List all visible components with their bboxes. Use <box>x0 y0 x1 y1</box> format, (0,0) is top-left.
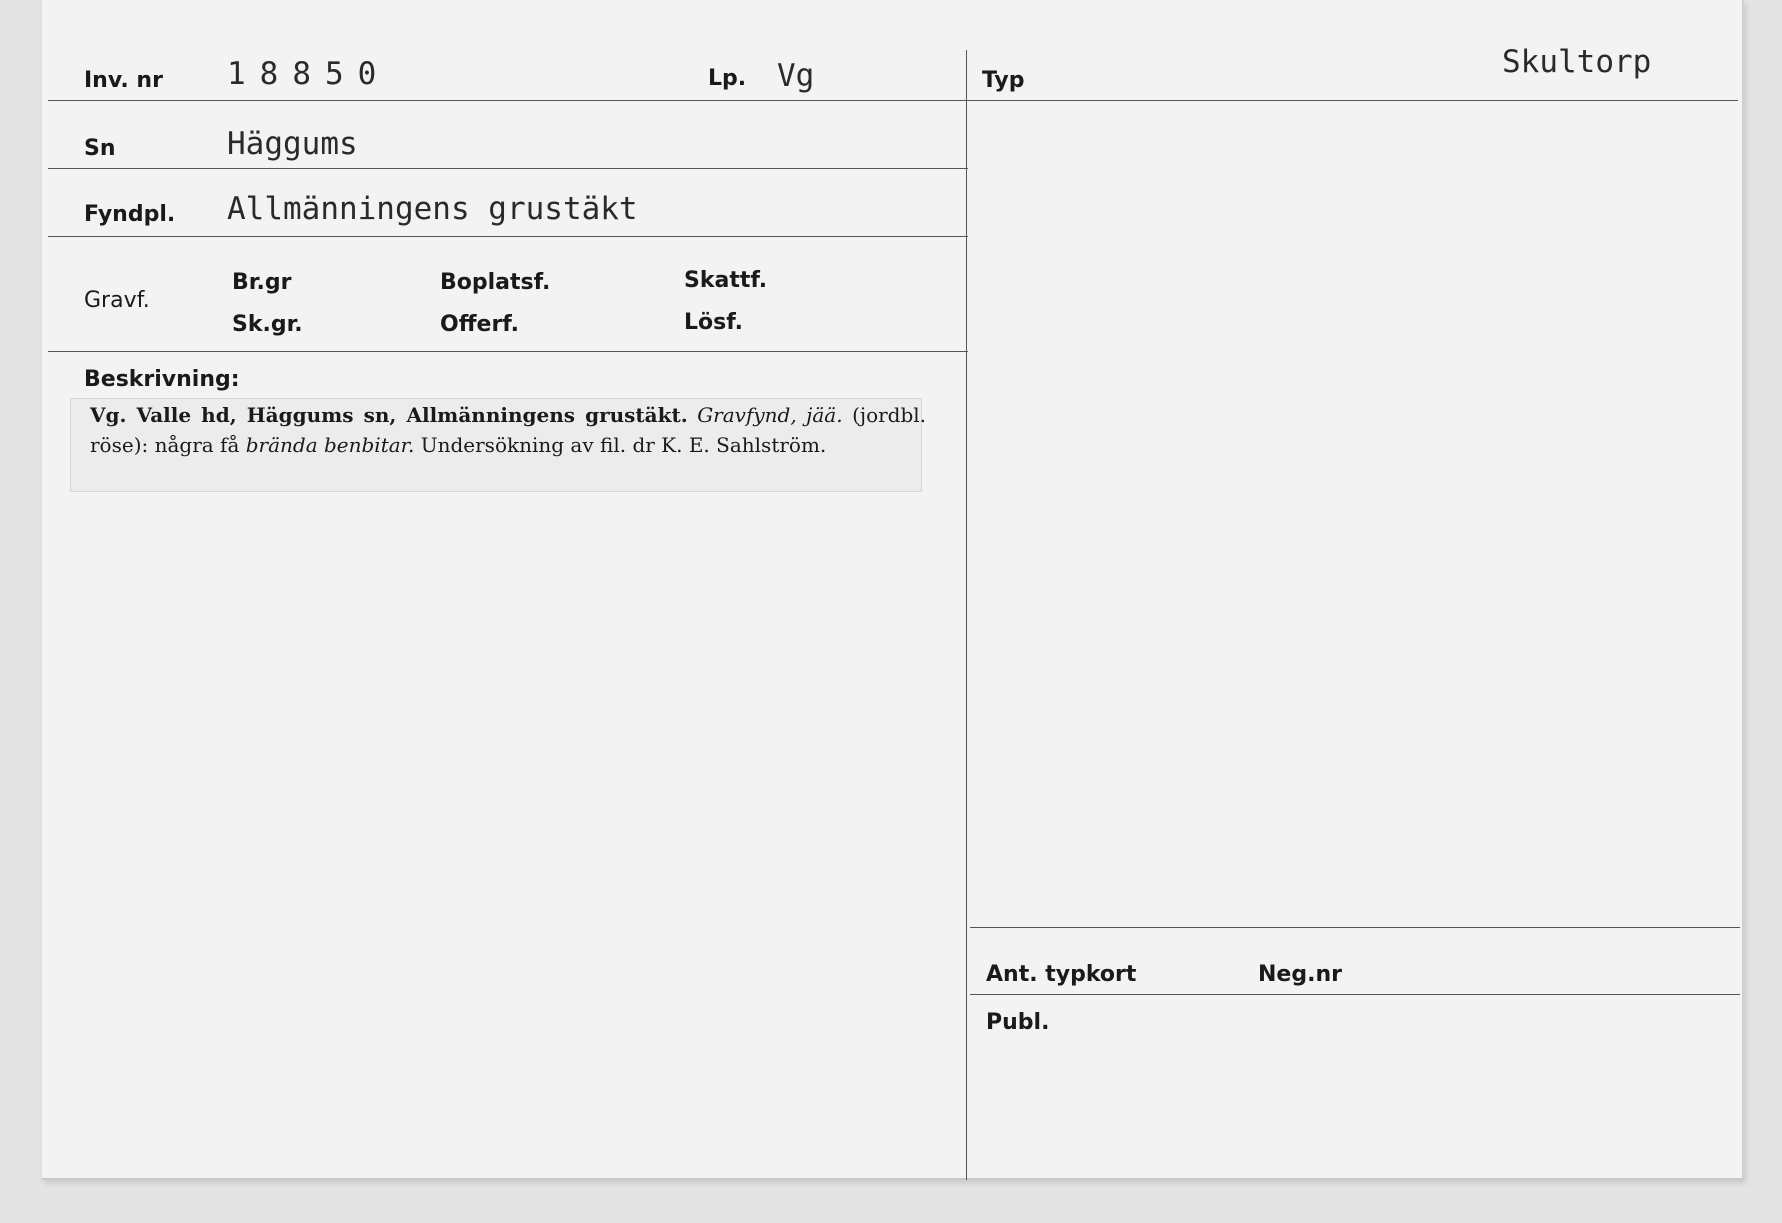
rule-sn <box>48 168 968 169</box>
catalog-card <box>42 0 1744 1180</box>
rule-inv <box>48 100 968 101</box>
inv-nr-value: 18850 <box>227 56 391 92</box>
description-part: Gravfynd, jää. <box>697 403 843 427</box>
rule-fyndpl <box>48 236 968 237</box>
sn-value: Häggums <box>227 126 358 162</box>
sn-label: Sn <box>84 136 116 161</box>
column-divider <box>966 50 967 1180</box>
description-part: Undersökning av fil. dr K. E. Sahlström. <box>420 433 827 457</box>
gravf-option-skattf: Skattf. <box>684 268 768 293</box>
gravf-option-brgr: Br.gr <box>232 270 292 295</box>
neg-nr-label: Neg.nr <box>1258 962 1342 987</box>
inv-nr-label: Inv. nr <box>84 68 163 93</box>
gravf-option-offerf: Offerf. <box>440 312 520 337</box>
typ-label: Typ <box>982 68 1025 93</box>
description-part: Vg. Valle hd, Häggums sn, Allmänningens grustäkt. <box>90 403 688 427</box>
place-name: Skultorp <box>1502 44 1652 80</box>
rule-ant-typkort <box>970 927 1740 928</box>
fyndpl-value: Allmänningens grustäkt <box>227 191 638 227</box>
gravf-option-skgr: Sk.gr. <box>232 312 303 337</box>
description-text <box>90 400 926 460</box>
rule-publ <box>970 994 1740 995</box>
rule-gravf <box>48 351 968 352</box>
lp-label: Lp. <box>708 66 747 91</box>
fyndpl-label: Fyndpl. <box>84 202 176 227</box>
gravf-label: Gravf. <box>84 288 150 313</box>
description-part: brända benbitar. <box>245 433 415 457</box>
gravf-option-boplatsf: Boplatsf. <box>440 270 551 295</box>
rule-typ <box>968 100 1738 101</box>
gravf-option-losf: Lösf. <box>684 310 743 335</box>
description-part: (jordbl. röse): några få <box>90 403 927 457</box>
lp-value: Vg <box>777 58 815 94</box>
beskrivning-label: Beskrivning: <box>84 367 240 392</box>
publ-label: Publ. <box>986 1010 1050 1035</box>
ant-typkort-label: Ant. typkort <box>986 962 1137 987</box>
